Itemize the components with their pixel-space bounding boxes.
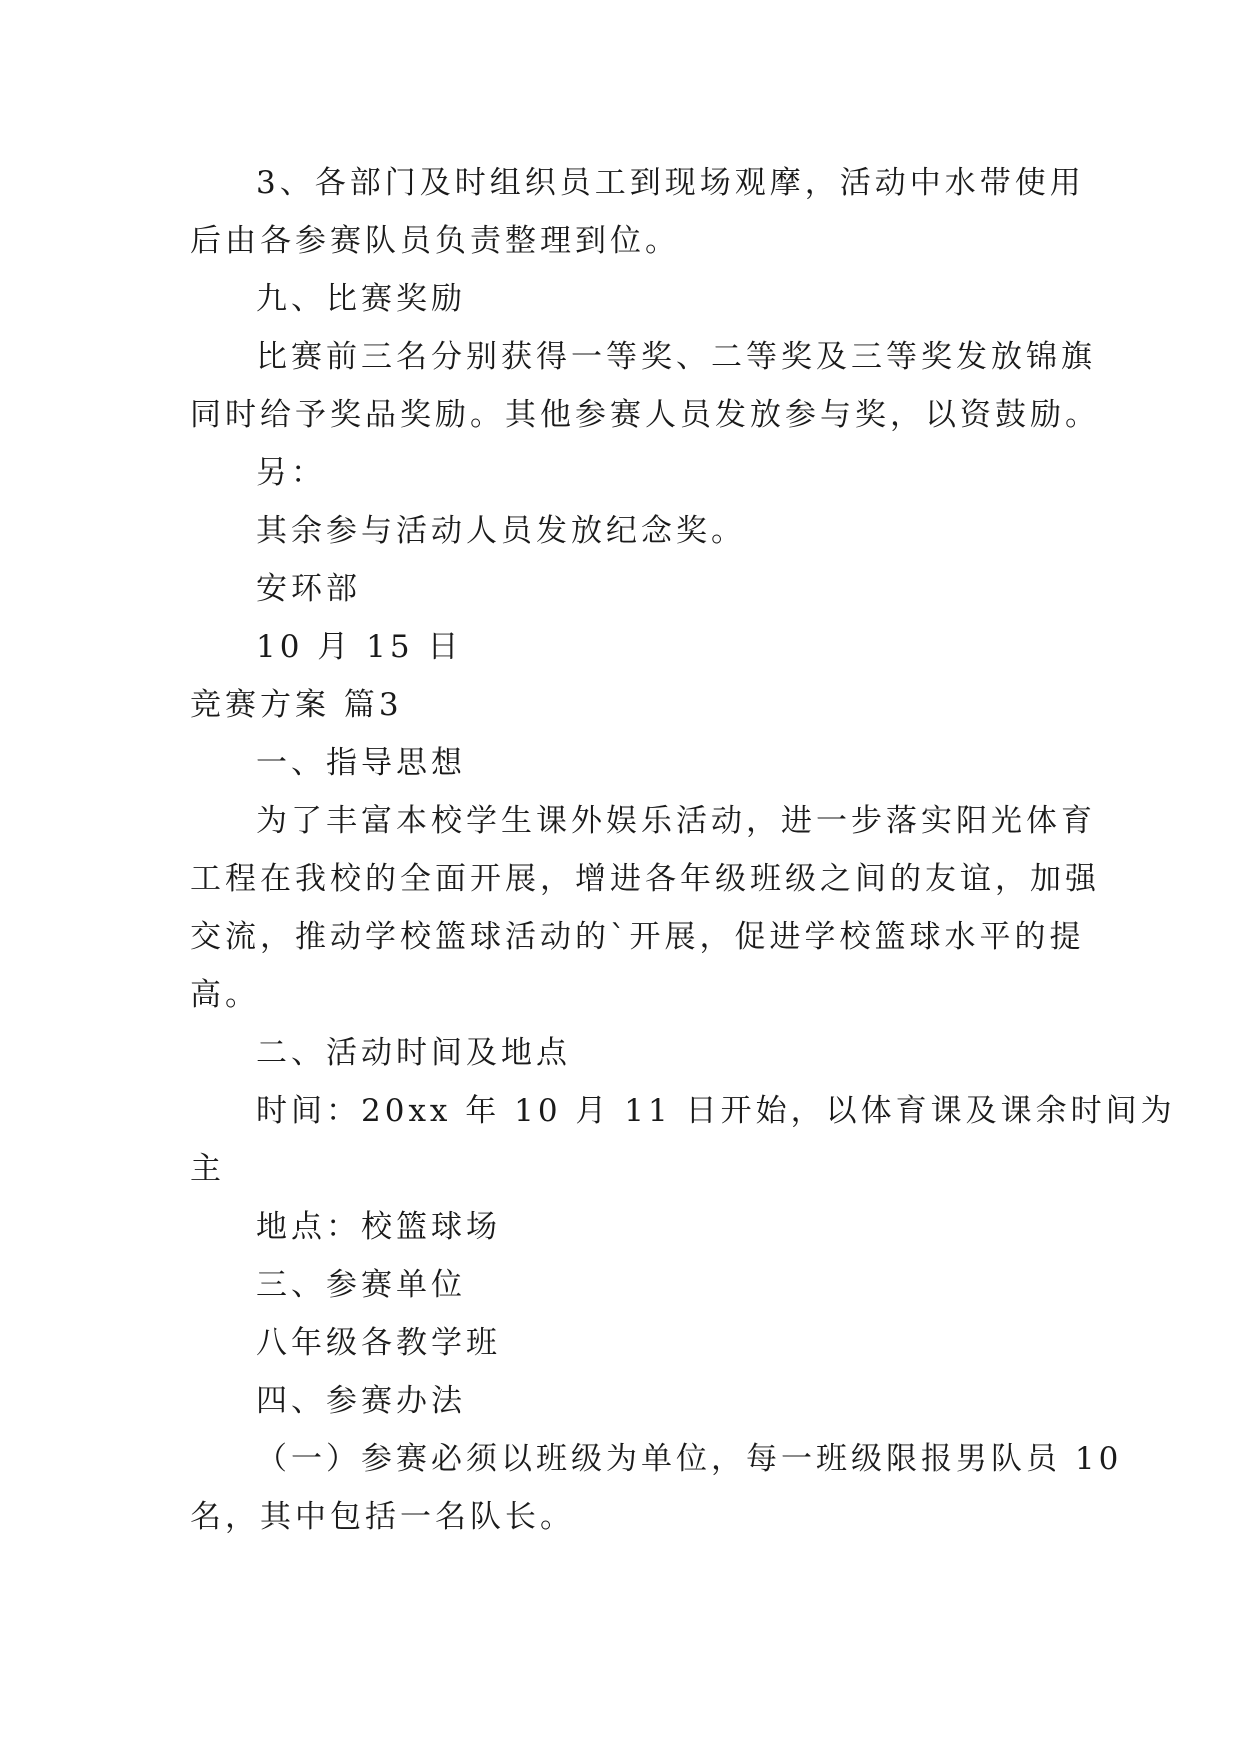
document-title: 竞赛方案 篇3 bbox=[190, 687, 403, 723]
section-heading: 二、活动时间及地点 bbox=[256, 1035, 571, 1071]
section-heading: 九、比赛奖励 bbox=[256, 281, 466, 317]
signature-department: 安环部 bbox=[256, 571, 361, 607]
section-heading: 四、参赛办法 bbox=[256, 1383, 466, 1419]
paragraph-line: 比赛前三名分别获得一等奖、二等奖及三等奖发放锦旗 bbox=[256, 339, 1096, 375]
paragraph-line: （一）参赛必须以班级为单位，每一班级限报男队员 10 bbox=[256, 1441, 1123, 1477]
paragraph-line: 为了丰富本校学生课外娱乐活动，进一步落实阳光体育 bbox=[256, 803, 1096, 839]
paragraph-line: 后由各参赛队员负责整理到位。 bbox=[190, 223, 680, 259]
paragraph-line: 其余参与活动人员发放纪念奖。 bbox=[256, 513, 746, 549]
paragraph-line: 高。 bbox=[190, 977, 260, 1013]
paragraph-line: 工程在我校的全面开展，增进各年级班级之间的友谊，加强 bbox=[190, 861, 1100, 897]
paragraph-line: 同时给予奖品奖励。其他参赛人员发放参与奖，以资鼓励。 bbox=[190, 397, 1100, 433]
paragraph-line: 交流，推动学校篮球活动的`开展，促进学校篮球水平的提 bbox=[190, 919, 1085, 955]
section-heading: 三、参赛单位 bbox=[256, 1267, 466, 1303]
paragraph-line: 名，其中包括一名队长。 bbox=[190, 1499, 575, 1535]
paragraph-line: 3、各部门及时组织员工到现场观摩，活动中水带使用 bbox=[256, 165, 1085, 201]
signature-date: 10 月 15 日 bbox=[256, 629, 463, 665]
section-heading: 一、指导思想 bbox=[256, 745, 466, 781]
paragraph-line: 主 bbox=[190, 1151, 225, 1187]
paragraph-line: 另： bbox=[256, 455, 326, 491]
paragraph-line: 地点：校篮球场 bbox=[256, 1209, 501, 1245]
paragraph-line: 八年级各教学班 bbox=[256, 1325, 501, 1361]
paragraph-line: 时间：20xx 年 10 月 11 日开始，以体育课及课余时间为 bbox=[256, 1093, 1176, 1129]
